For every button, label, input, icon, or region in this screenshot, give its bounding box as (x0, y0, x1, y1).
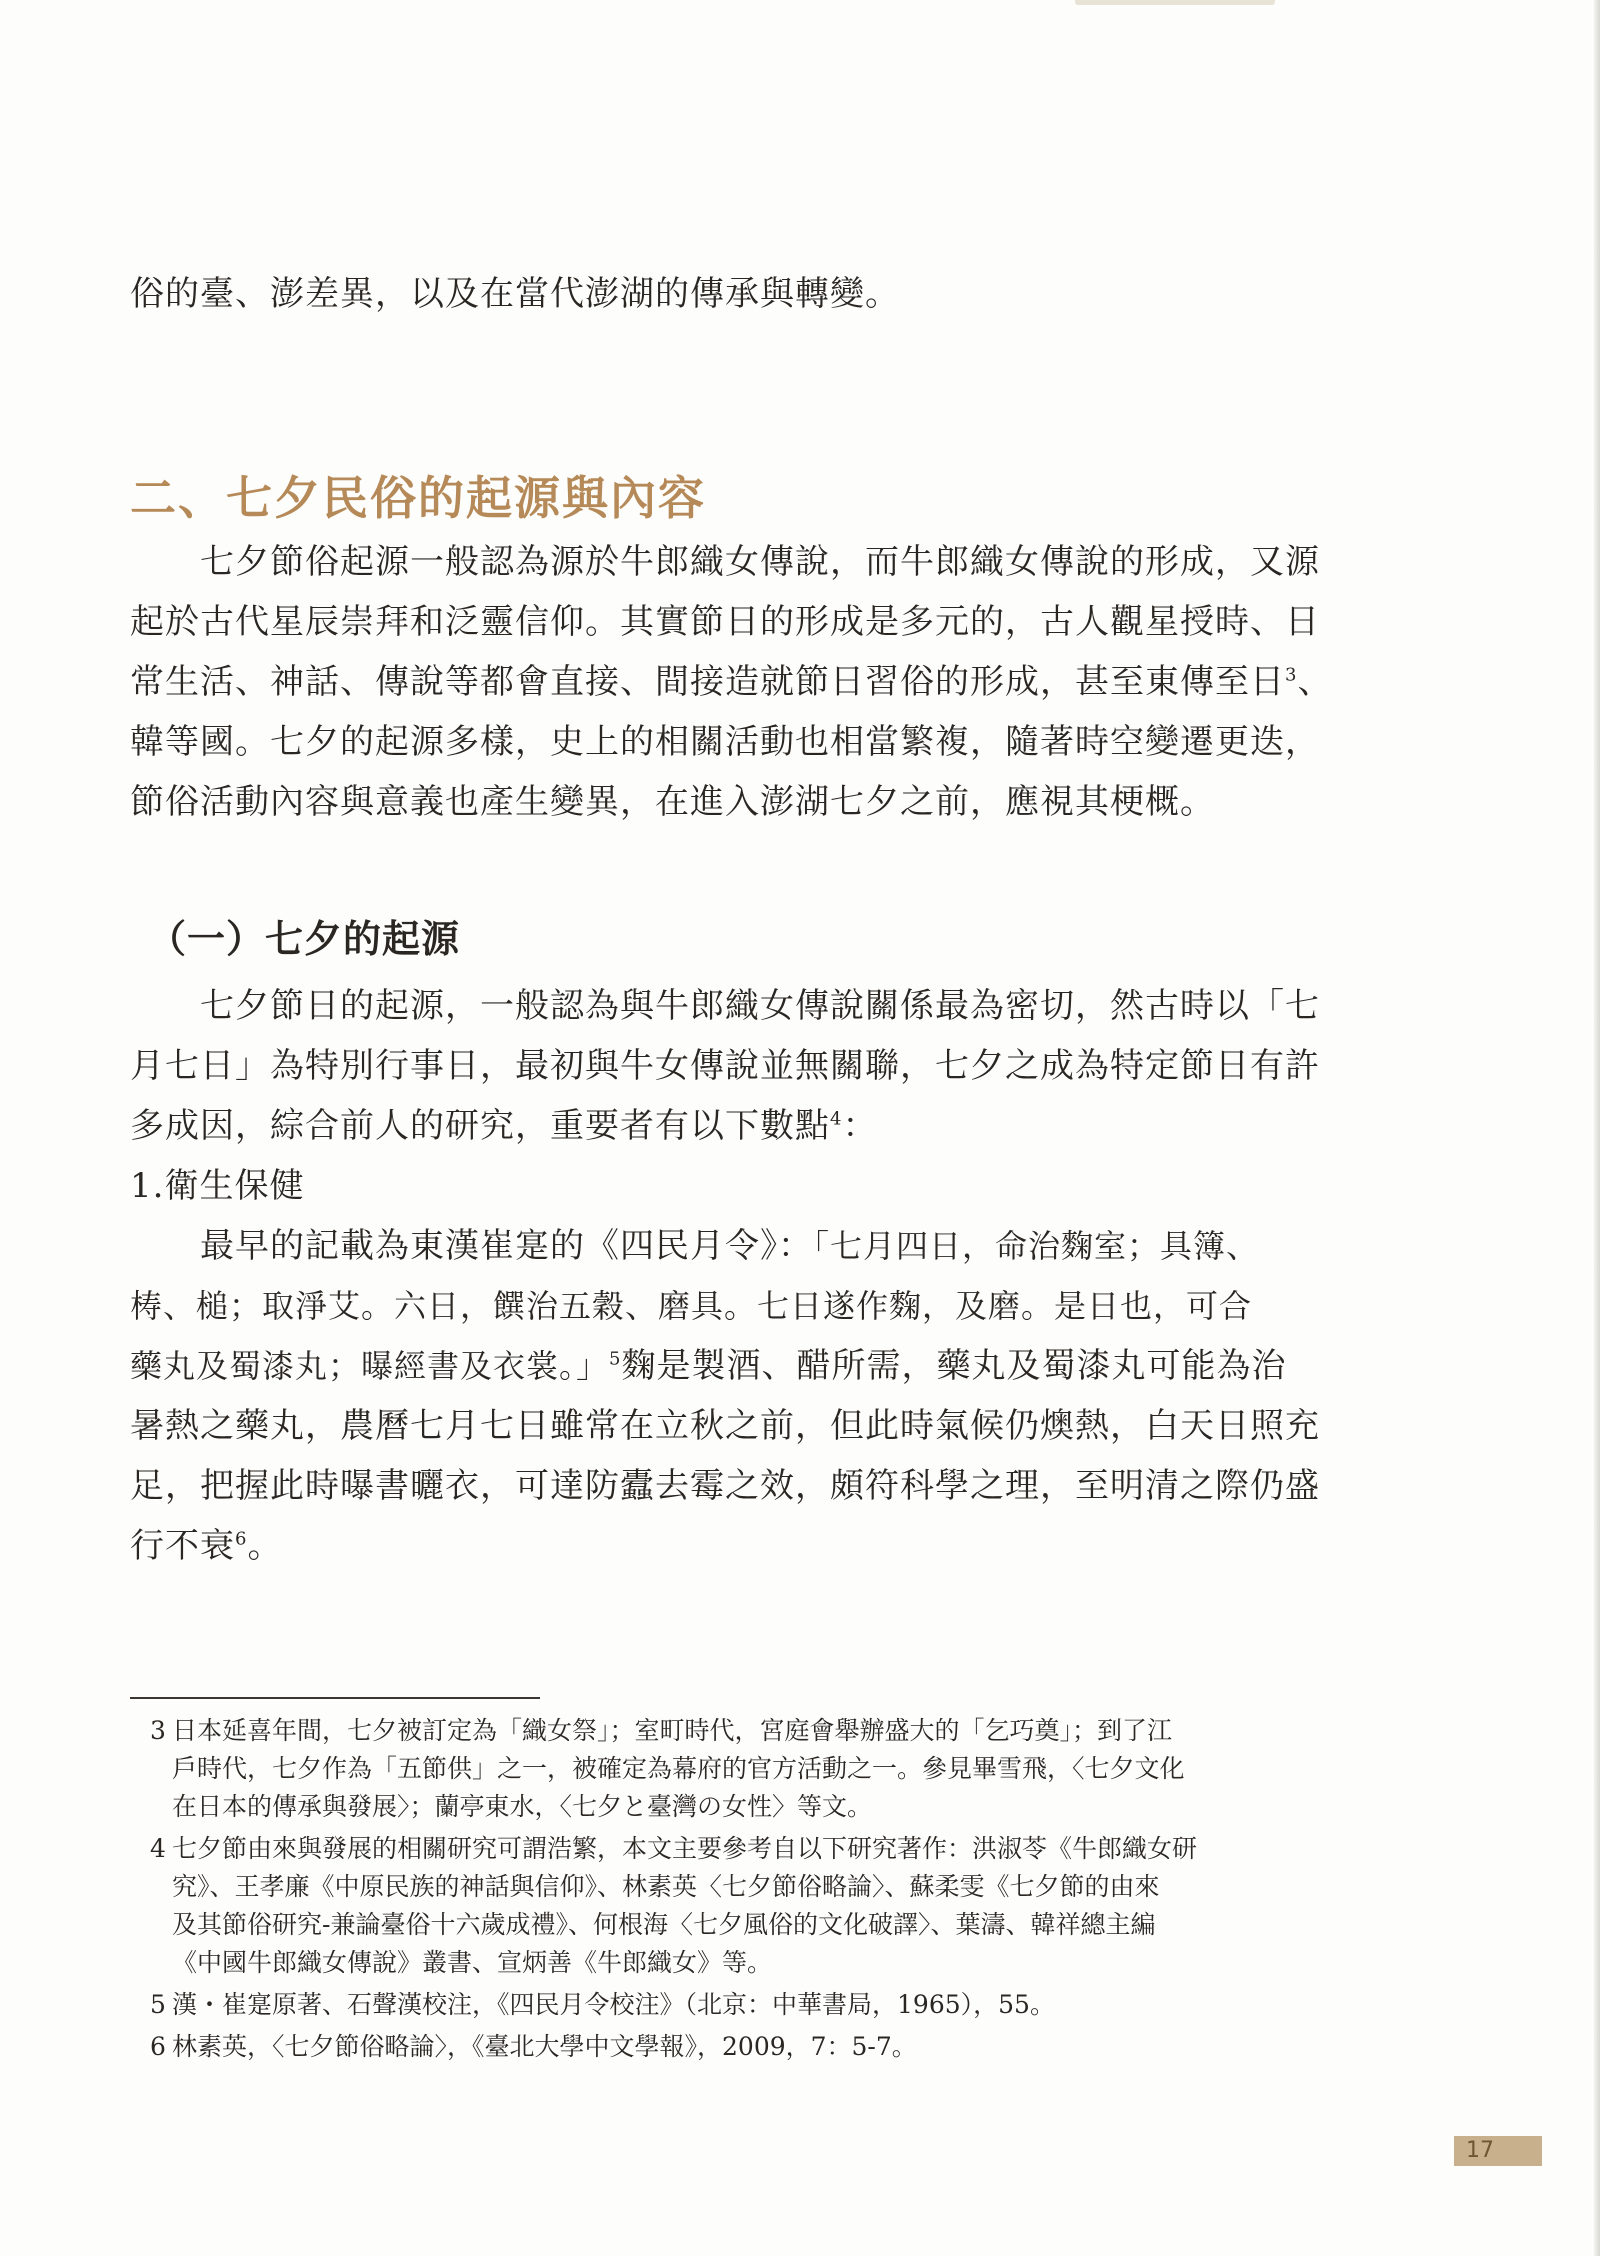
page-edge-shadow (1594, 0, 1600, 2256)
quote-line: 梼、槌；取淨艾。六日，饌治五穀、磨具。七日遂作麴，及磨。是日也，可合 (130, 1287, 1253, 1325)
footnote-line: 戶時代，七夕作為「五節供」之一，被確定為幕府的官方活動之一。參見畢雪飛，〈七夕文化 (172, 1754, 1185, 1783)
footnote-number: 6 (150, 2032, 166, 2061)
footnote-number: 5 (150, 1990, 166, 2019)
footnote-line: 七夕節由來與發展的相關研究可謂浩繁，本文主要參考自以下研究著作：洪淑苓《牛郎織女研 (172, 1834, 1198, 1863)
footnote (150, 2028, 1350, 2066)
footnote-line: 《中國牛郎織女傳說》叢書、宣炳善《牛郎織女》等。 (172, 1948, 773, 1977)
paragraph-line: 行不衰$^6$。 (130, 1526, 283, 1566)
paragraph-line: 足，把握此時曝書曬衣，可達防蠹去霉之效，頗符科學之理，至明清之際仍盛 (130, 1466, 1320, 1506)
paragraph-line: 月七日」為特別行事日，最初與牛女傳說並無關聯，七夕之成為特定節日有許 (130, 1046, 1320, 1086)
paragraph-line: 韓等國。七夕的起源多樣，史上的相關活動也相當繁複，隨著時空變遷更迭， (130, 722, 1320, 762)
footnote-ref: 4 (830, 1108, 843, 1130)
footnote (150, 1986, 1350, 2024)
paragraph-line: 七夕節日的起源，一般認為與牛郎織女傳說關係最為密切，然古時以「七 (200, 986, 1320, 1026)
section-paragraph (130, 532, 1333, 832)
paragraph-line: 七夕節俗起源一般認為源於牛郎織女傳說，而牛郎織女傳說的形成，又源 (200, 542, 1320, 582)
paragraph-line: 起於古代星辰崇拜和泛靈信仰。其實節日的形成是多元的，古人觀星授時、日 (130, 602, 1320, 642)
paragraph-line: 暑熱之藥丸，農曆七月七日雖常在立秋之前，但此時氣候仍燠熱，白天日照充 (130, 1406, 1320, 1446)
footnote-line: 林素英，〈七夕節俗略論〉，《臺北大學中文學報》，2009，7：5-7。 (172, 2032, 917, 2061)
top-tab-decoration (1075, 0, 1275, 5)
footnote (150, 1712, 1350, 1826)
footnote-line: 及其節俗研究-兼論臺俗十六歲成禮》、何根海〈七夕風俗的文化破譯〉、葉濤、韓祥總主編 (172, 1910, 1156, 1939)
footnote (150, 1830, 1350, 1982)
footnote-ref: 6 (235, 1528, 248, 1550)
footnote-number: 4 (150, 1834, 166, 1863)
footnote-ref: 5 (609, 1348, 622, 1370)
section-heading: 二、七夕民俗的起源與內容 (130, 471, 706, 525)
paragraph-line: 節俗活動內容與意義也產生變異，在進入澎湖七夕之前，應視其梗概。 (130, 782, 1215, 822)
footnote-separator (130, 1697, 540, 1699)
footnote-line: 日本延喜年間，七夕被訂定為「織女祭」；室町時代，宮庭會舉辦盛大的「乞巧奠」；到了江 (172, 1716, 1173, 1745)
paragraph-line: 常生活、神話、傳說等都會直接、間接造就節日習俗的形成，甚至東傳至日$^3$、 (130, 662, 1333, 702)
subsection-paragraph (130, 976, 1330, 1576)
paragraph-line: 藥丸及蜀漆丸；曝經書及衣裳。」$^5$麴是製酒、醋所需，藥丸及蜀漆丸可能為治 (130, 1346, 1287, 1386)
paragraph-line: 最早的記載為東漢崔寔的《四民月令》：「七月四日，命治麴室；具簿、 (200, 1226, 1260, 1266)
paragraph-line: 多成因，綜合前人的研究，重要者有以下數點$^4$： (130, 1106, 878, 1146)
footnote-line: 究》、王孝廉《中原民族的神話與信仰》、林素英〈七夕節俗略論〉、蘇柔雯《七夕節的由來 (172, 1872, 1160, 1901)
footnote-line: 漢・崔寔原著、石聲漢校注，《四民月令校注》（北京：中華書局，1965），55。 (172, 1990, 1055, 2019)
intro-line (130, 264, 1330, 324)
footnotes (150, 1712, 1350, 2070)
footnote-number: 3 (150, 1716, 166, 1745)
item-title: 1.衛生保健 (130, 1166, 305, 1206)
intro-text: 俗的臺、澎差異，以及在當代澎湖的傳承與轉變。 (130, 274, 900, 314)
footnote-line: 在日本的傳承與發展〉；蘭亭東水，〈七夕と臺灣の女性〉等文。 (172, 1792, 873, 1821)
footnote-ref: 3 (1285, 664, 1298, 686)
subsection-heading: （一）七夕的起源 (148, 917, 461, 961)
page-number: 17 (1454, 2136, 1542, 2166)
